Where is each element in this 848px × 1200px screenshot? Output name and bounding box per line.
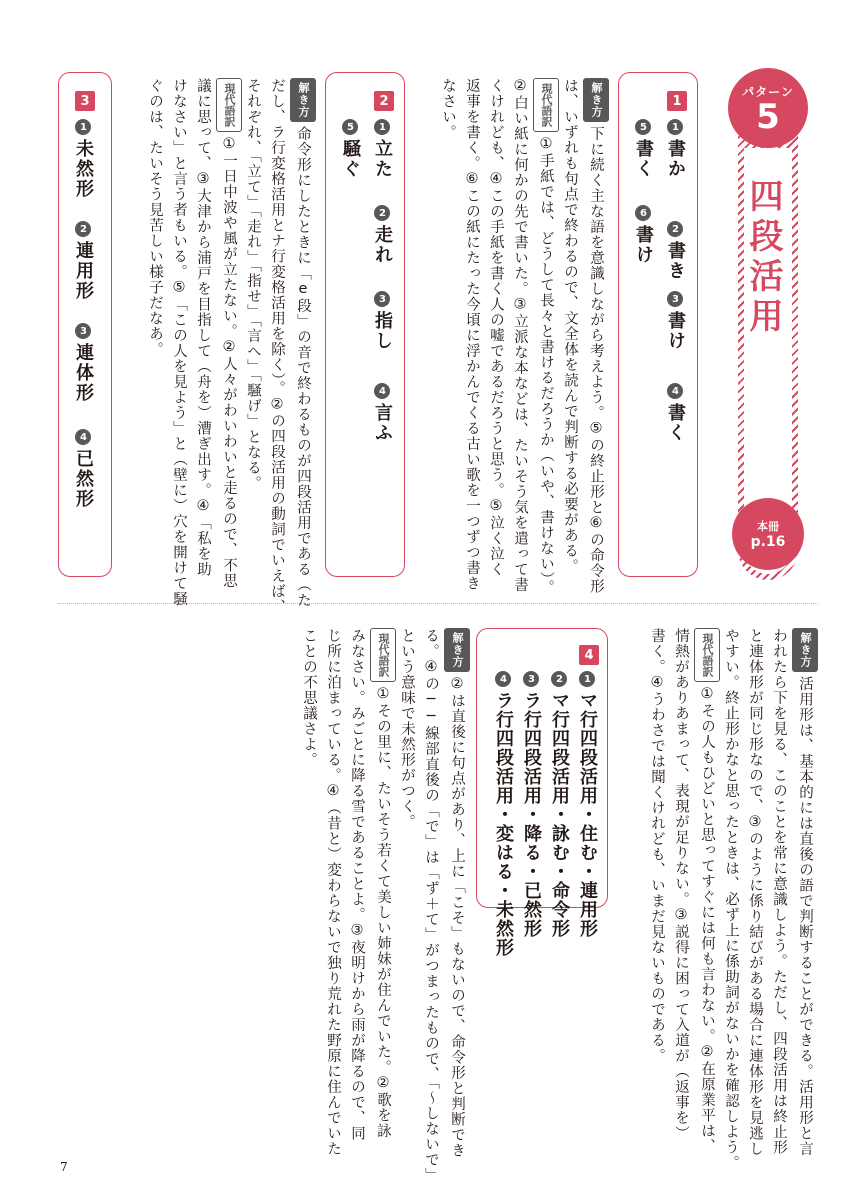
sec2-kaikata-line-3: それぞれ、「立て」「走れ」「指せ」「言へ」「騒げ」となる。	[245, 78, 261, 492]
number-icon: 1	[667, 119, 683, 135]
sec1-kaikata-line-1	[583, 78, 609, 594]
answer-badge-3: 3	[75, 91, 95, 111]
answer-text: 書き	[665, 241, 686, 281]
sec4-yaku-line-1	[370, 628, 396, 1139]
pattern-header	[728, 68, 808, 586]
sec3-kaikata-line-4: やすい。終止形かなと思ったときは、必ず上に係助詞がないかを確認しよう。	[723, 628, 739, 1171]
text-line: ①手紙では、どうして長々と書けるだろうか（いや、書けない）。	[538, 136, 554, 596]
number-icon: 1	[75, 119, 91, 135]
number-icon: 2	[667, 221, 683, 237]
sec2-yaku-line-3: けなさい」と言う者もいる。⑤「この人を見よう」と（壁に）穴を開けて騒	[171, 78, 187, 607]
answer-text: 連体形	[73, 343, 94, 403]
pattern-title: 四段活用	[743, 178, 783, 338]
sec3-kaikata-line-1	[792, 628, 818, 1157]
sec2-kaikata-line-2: だし、ラ行変格活用とナ行変格活用を除く）。②の四段活用の動詞でいえば、	[269, 78, 285, 615]
answer-1-4	[665, 383, 685, 443]
sec1-yaku-line-1	[533, 78, 559, 595]
answer-2-2	[372, 205, 392, 265]
answer-text: 書く	[665, 403, 686, 443]
number-icon: 4	[495, 671, 511, 687]
text-line: 活用形は、基本的には直後の語で判断することができる。活用形と言	[797, 676, 813, 1157]
sec2-kaikata-line-1	[290, 78, 316, 608]
text-line: ②は直後に句点があり、上に「こそ」もないので、命令形と判断でき	[449, 676, 465, 1158]
answer-2-3	[372, 291, 392, 351]
answer-text: 連用形	[73, 241, 94, 301]
number-icon: 5	[342, 119, 358, 135]
answer-3-4	[73, 429, 93, 509]
sec1-yaku-line-3: くけれども、④この手紙を書く人の嘘であるだろうと思う。⑤泣く泣く	[488, 78, 504, 577]
answer-3-1	[73, 119, 93, 199]
sec4-kaikata-line-1	[444, 628, 470, 1158]
answer-text: 立た	[372, 139, 393, 179]
answer-box-2	[325, 72, 405, 577]
sec3-kaikata-line-2: われたら下を見る、このことを常に意識しよう。ただし、四段活用は終止形	[771, 628, 787, 1155]
answer-3-2	[73, 221, 93, 301]
answer-4-3	[521, 671, 541, 938]
answer-1-6	[633, 205, 653, 265]
sec4-kaikata-line-3: という意味で未然形がつく。	[399, 628, 415, 830]
sec1-yaku-line-2: ②白い紙に何かの先で書いた。③立派な本などは、たいそう気を遣って書	[512, 78, 528, 593]
sec4-yaku-line-3: じ所に泊まっている。④（昔と）変わらないで独り荒れた野原に住んでいた	[325, 628, 341, 1157]
answer-text: 書け	[633, 225, 654, 265]
gendaigoyaku-tag: 現代語訳	[694, 628, 720, 682]
answer-box-4	[476, 628, 608, 957]
page-reference-badge	[732, 498, 804, 570]
number-icon: 4	[75, 429, 91, 445]
answer-text: 書け	[665, 311, 686, 351]
answer-text: 騒ぐ	[340, 139, 361, 179]
answer-text: マ行四段活用・住む・連用形	[577, 691, 598, 938]
number-icon: 1	[374, 119, 390, 135]
sec1-kaikata-line-2: は、いずれも句点で終わるので、文全体を読んで判断する必要がある。	[562, 78, 578, 574]
number-icon: 4	[374, 383, 390, 399]
number-icon: 1	[579, 671, 595, 687]
page-ref-page: p.16	[750, 534, 786, 550]
sec2-yaku-line-2: 議に思って、③大津から浦戸を目指して（舟を）漕ぎ出す。④「私を助	[195, 78, 211, 577]
text-line: ①一日中波や風が立たない。②人々がわいわいと走るので、不思	[221, 136, 237, 589]
sec1-yaku-line-4: 返事を書く。⑥この紙にたった今頃に浮かんでくる古い歌を一つずつ書き	[464, 78, 480, 591]
answer-text: 書か	[665, 139, 686, 179]
answer-2-1	[372, 119, 392, 179]
number-icon: 3	[523, 671, 539, 687]
sec4-yaku-line-4: ことの不思議さよ。	[301, 628, 317, 768]
gendaigoyaku-tag: 現代語訳	[533, 78, 559, 132]
sec3-yaku-line-1	[694, 628, 720, 1154]
sec1-yaku-line-5: なさい。	[440, 78, 456, 140]
answer-text: 已然形	[73, 449, 94, 509]
answer-4-4	[493, 671, 513, 957]
pattern-label: パターン	[742, 84, 794, 99]
pattern-number: 5	[756, 96, 780, 137]
sec2-yaku-line-4: ぐのは、たいそう見苦しい様子だなあ。	[147, 78, 163, 357]
answer-1-1	[665, 119, 685, 179]
sec4-yaku-line-2: みなさい。みごとに降る雪であることよ。③夜明けから雨が降るので、同	[349, 628, 365, 1141]
number-icon: 2	[75, 221, 91, 237]
answer-text: 指し	[372, 311, 393, 351]
answer-1-5	[633, 119, 653, 179]
text-line: 命令形にしたときに「e段」の音で終わるものが四段活用である（た	[295, 126, 311, 608]
sec3-kaikata-line-3: と連体形が同じ形なので、③のように係り結びがある場合に連体形を見逃し	[747, 628, 763, 1157]
number-icon: 5	[635, 119, 651, 135]
page-ref-label: 本冊	[757, 520, 779, 533]
kaikata-tag: 解き方	[792, 628, 818, 672]
sec4-kaikata-line-2: る。④の──線部直後の「で」は「ず＋て」がつまったもので、「～しないで」	[423, 628, 439, 1184]
text-line: ①その里に、たいそう若くて美しい姉妹が住んでいた。②歌を詠	[375, 686, 391, 1139]
answer-text: ラ行四段活用・変はる・未然形	[493, 691, 514, 957]
answer-badge-2: 2	[374, 91, 394, 111]
number-icon: 2	[551, 671, 567, 687]
answer-badge-4: 4	[579, 645, 599, 665]
page-number: 7	[60, 1160, 68, 1174]
answer-text: 言ふ	[372, 403, 393, 443]
answer-2-5	[340, 119, 360, 179]
answer-1-3	[665, 291, 685, 351]
kaikata-tag: 解き方	[290, 78, 316, 122]
answer-box-1	[618, 72, 698, 577]
sec3-yaku-line-3: 書く。④うわさでは聞くけれども、いまだ見ないものである。	[649, 628, 665, 1064]
answer-2-4	[372, 383, 392, 443]
sec3-yaku-line-2: 情熱がありあまって、表現が足りない。③説得に困って入道が（返事を）	[673, 628, 689, 1141]
number-icon: 3	[374, 291, 390, 307]
pattern-circle	[728, 68, 808, 148]
answer-4-1	[577, 671, 597, 938]
number-icon: 4	[667, 383, 683, 399]
gendaigoyaku-tag: 現代語訳	[216, 78, 242, 132]
answer-text: ラ行四段活用・降る・已然形	[521, 691, 542, 938]
gendaigoyaku-tag: 現代語訳	[370, 628, 396, 682]
answer-badge-1: 1	[667, 91, 687, 111]
sec2-yaku-line-1	[216, 78, 242, 589]
answer-box-3	[58, 72, 112, 577]
answer-3-3	[73, 323, 93, 403]
kaikata-tag: 解き方	[444, 628, 470, 672]
section-divider	[58, 603, 818, 604]
answer-text: 走れ	[372, 225, 393, 265]
answer-4-2	[549, 671, 569, 938]
number-icon: 3	[75, 323, 91, 339]
answer-text: マ行四段活用・詠む・命令形	[549, 691, 570, 938]
text-line: ①その人もひどいと思ってすぐには何も言わない。②在原業平は、	[699, 686, 715, 1154]
text-line: 下に続く主な語を意識しながら考えよう。⑤の終止形と⑥の命令形	[588, 126, 604, 594]
answer-1-2	[665, 221, 685, 281]
kaikata-tag: 解き方	[583, 78, 609, 122]
number-icon: 3	[667, 291, 683, 307]
number-icon: 2	[374, 205, 390, 221]
answer-text: 書く	[633, 139, 654, 179]
number-icon: 6	[635, 205, 651, 221]
answer-text: 未然形	[73, 139, 94, 199]
